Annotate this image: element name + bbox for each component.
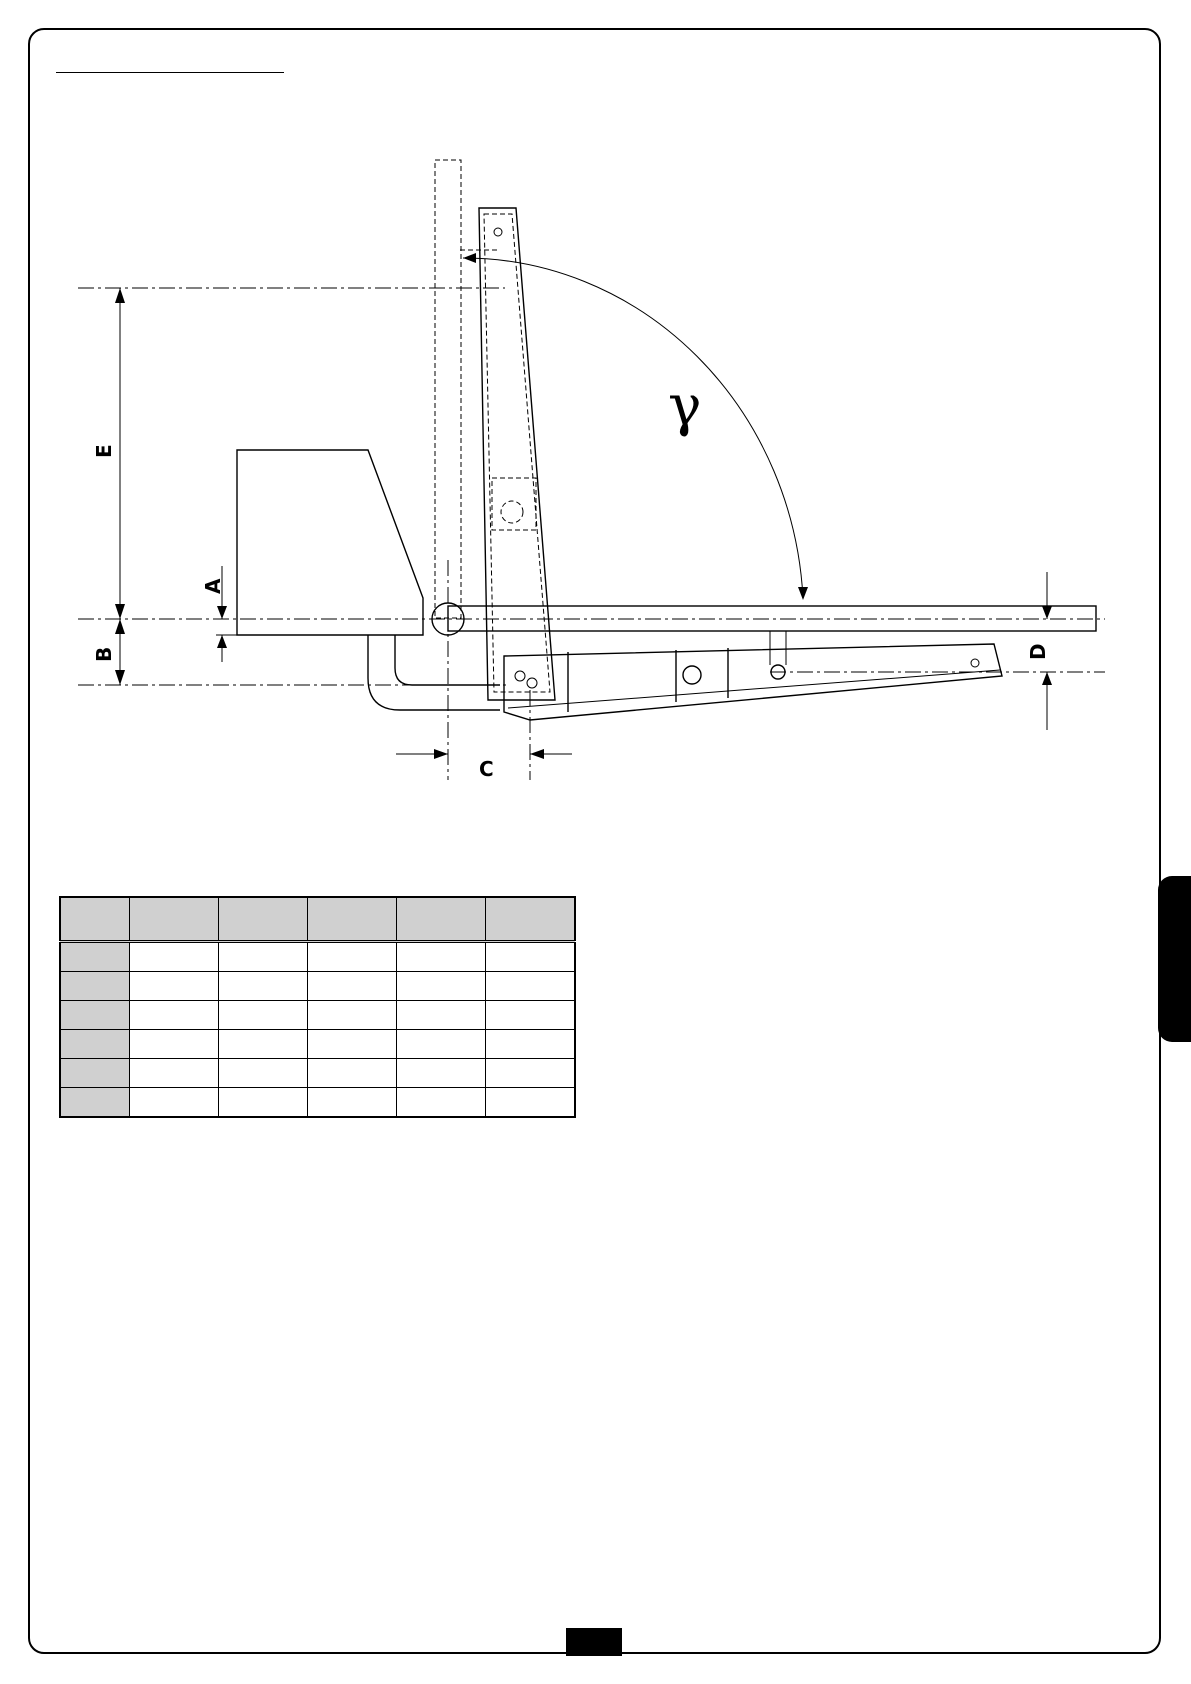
table-row-header <box>60 972 130 1001</box>
table-header-cell <box>397 897 486 942</box>
table-cell <box>486 1001 576 1030</box>
motor-base-outline <box>368 635 500 710</box>
table-cell <box>397 942 486 972</box>
table-cell <box>130 972 219 1001</box>
arm-closed-shaft-pin-1 <box>515 671 525 681</box>
table-row-header <box>60 942 130 972</box>
table-cell <box>397 1001 486 1030</box>
table-cell <box>130 1030 219 1059</box>
table-cell <box>219 1001 308 1030</box>
table-cell <box>397 972 486 1001</box>
table-cell <box>219 1030 308 1059</box>
arm-open-position <box>479 208 555 700</box>
table-row <box>60 942 575 972</box>
table-row <box>60 1001 575 1030</box>
dimension-b-arrow-bottom <box>115 670 125 685</box>
gate-open-outline <box>435 160 461 618</box>
arm-closed-end-pin <box>971 659 979 667</box>
dimensions-table <box>59 896 576 1118</box>
table-row <box>60 1088 575 1118</box>
table-cell <box>219 1088 308 1118</box>
dimension-d-arrow-top <box>1042 606 1052 619</box>
table-corner-cell <box>60 897 130 942</box>
table-cell <box>486 972 576 1001</box>
table-header-cell <box>219 897 308 942</box>
table-cell <box>486 1030 576 1059</box>
table-row-header <box>60 1001 130 1030</box>
dimension-a-arrow-bottom <box>217 635 227 648</box>
arm-closed-position <box>504 644 1002 720</box>
dimension-c-label: C <box>479 757 494 781</box>
arc-arrow-open <box>463 253 476 263</box>
table-cell <box>219 1059 308 1088</box>
table-cell <box>486 1088 576 1118</box>
table-cell <box>130 1001 219 1030</box>
table-row <box>60 1059 575 1088</box>
table-row-header <box>60 1030 130 1059</box>
motor-housing <box>237 450 423 635</box>
dimension-b-arrow-top <box>115 619 125 634</box>
table-cell <box>219 942 308 972</box>
table-header-cell <box>308 897 397 942</box>
angle-label-gamma: γ <box>668 374 702 439</box>
table-cell <box>130 1088 219 1118</box>
table-cell <box>486 942 576 972</box>
arm-open-joint <box>492 478 536 530</box>
arm-open-pin <box>494 228 502 236</box>
arm-closed-shaft-pin-2 <box>527 678 537 688</box>
table-row-header <box>60 1088 130 1118</box>
arm-closed-lower-edge <box>508 670 1000 708</box>
dimension-e-arrow-bottom <box>115 604 125 619</box>
arm-open-joint-pin <box>501 501 523 523</box>
table-cell <box>130 942 219 972</box>
table-cell <box>130 1059 219 1088</box>
dimension-b-label: B <box>92 646 116 662</box>
arc-arrow-closed <box>798 587 808 600</box>
table-header-cell <box>486 897 576 942</box>
table-cell <box>308 972 397 1001</box>
table-header-row <box>60 897 575 942</box>
table-cell <box>308 1088 397 1118</box>
table-cell <box>308 942 397 972</box>
dimension-c-arrow-right <box>530 749 544 759</box>
opening-angle-arc <box>463 258 803 598</box>
table-cell <box>397 1088 486 1118</box>
table-row <box>60 972 575 1001</box>
table-row <box>60 1030 575 1059</box>
dimension-e-label: E <box>92 444 116 458</box>
table-cell <box>308 1030 397 1059</box>
table-cell <box>397 1030 486 1059</box>
dimension-d-arrow-bottom <box>1042 672 1052 685</box>
arm-open-inner <box>484 214 550 692</box>
table-cell <box>308 1001 397 1030</box>
table-cell <box>486 1059 576 1088</box>
table-cell <box>219 972 308 1001</box>
dimension-c-arrow-left <box>434 749 448 759</box>
table-cell <box>397 1059 486 1088</box>
table-cell <box>308 1059 397 1088</box>
arm-closed-center-knuckle <box>683 666 701 684</box>
dimension-a-arrow-top <box>217 606 227 619</box>
dimension-e-arrow-top <box>115 288 125 303</box>
table-header-cell <box>130 897 219 942</box>
table-row-header <box>60 1059 130 1088</box>
dimension-d-label: D <box>1026 643 1050 660</box>
dimension-a-label: A <box>201 578 225 594</box>
